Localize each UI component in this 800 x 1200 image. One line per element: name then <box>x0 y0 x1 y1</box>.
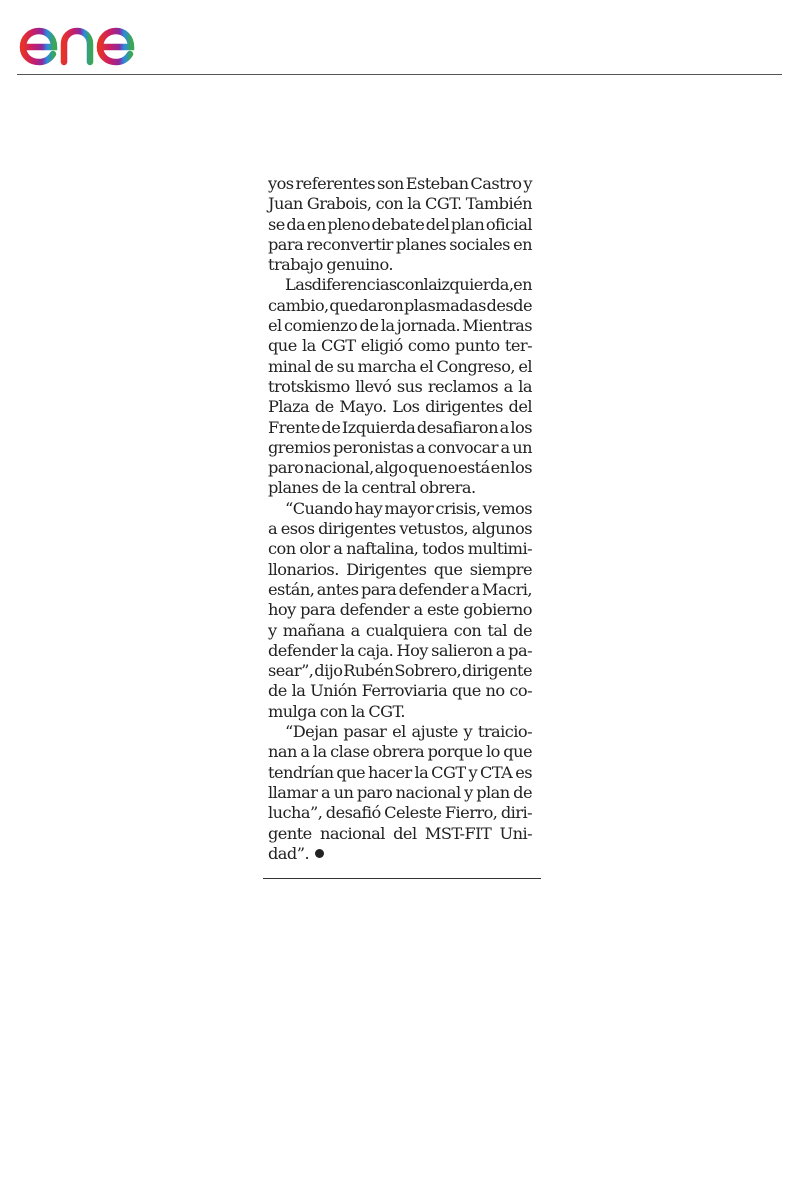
article-paragraph <box>268 275 532 498</box>
article-paragraph <box>268 174 532 275</box>
article-line: trotskismo llevó sus reclamos a la <box>268 376 532 396</box>
header-rule <box>17 74 782 75</box>
article-line: Juan Grabois, con la CGT. También <box>268 194 532 214</box>
article-line: paro nacional, algo que no está en los <box>268 458 532 478</box>
article-line: están, antes para defender a Macri, <box>268 579 532 599</box>
article-line: Frente de Izquierda desafiaron a los <box>268 417 532 437</box>
article-line: trabajo genuino. <box>268 255 394 275</box>
article-line: “Dejan pasar el ajuste y traicio- <box>285 722 532 742</box>
article-line: mulga con la CGT. <box>268 701 405 721</box>
article-line: planes de la central obrera. <box>268 478 476 498</box>
article-end-rule <box>263 878 541 879</box>
article-line: tendrían que hacer la CGT y CTA es <box>268 762 532 782</box>
article-line: lucha”, desafió Celeste Fierro, diri- <box>268 803 532 823</box>
article-line: a esos dirigentes vetustos, algunos <box>268 519 532 539</box>
article-line: “Cuando hay mayor crisis, vemos <box>285 498 532 518</box>
article-line: Plaza de Mayo. Los dirigentes del <box>268 397 532 417</box>
article-line: hoy para defender a este gobierno <box>268 600 532 620</box>
article-line: que la CGT eligió como punto ter- <box>268 336 532 356</box>
article-line: nan a la clase obrera porque lo que <box>268 742 532 762</box>
article-line: el comienzo de la jornada. Mientras <box>268 316 532 336</box>
article-line: Las diferencias con la izquierda, en <box>285 275 532 295</box>
article-paragraph <box>268 722 532 864</box>
end-bullet-icon <box>315 849 324 858</box>
article-line: para reconvertir planes sociales en <box>268 234 532 254</box>
article-body <box>268 174 532 864</box>
enel-logo <box>16 6 176 68</box>
article-line: defender la caja. Hoy salieron a pa- <box>268 640 532 660</box>
article-line: llonarios. Dirigentes que siempre <box>268 559 532 579</box>
article-line: se da en pleno debate del plan oficial <box>268 214 532 234</box>
article-line: sear”, dijo Rubén Sobrero, dirigente <box>268 661 532 681</box>
article-line: minal de su marcha el Congreso, el <box>268 356 532 376</box>
article-line: con olor a naftalina, todos multimi- <box>268 539 532 559</box>
article-line: gente nacional del MST-FIT Uni- <box>268 823 532 843</box>
article-line: gremios peronistas a convocar a un <box>268 437 532 457</box>
article-line: llamar a un paro nacional y plan de <box>268 782 532 802</box>
article-paragraph <box>268 499 532 722</box>
article-line: y mañana a cualquiera con tal de <box>268 620 532 640</box>
article-line: dad”. <box>268 844 532 864</box>
article-line: cambio, quedaron plasmadas desde <box>268 295 532 315</box>
article-line: yos referentes son Esteban Castro y <box>268 174 532 193</box>
article-line: de la Unión Ferroviaria que no co- <box>268 681 532 701</box>
